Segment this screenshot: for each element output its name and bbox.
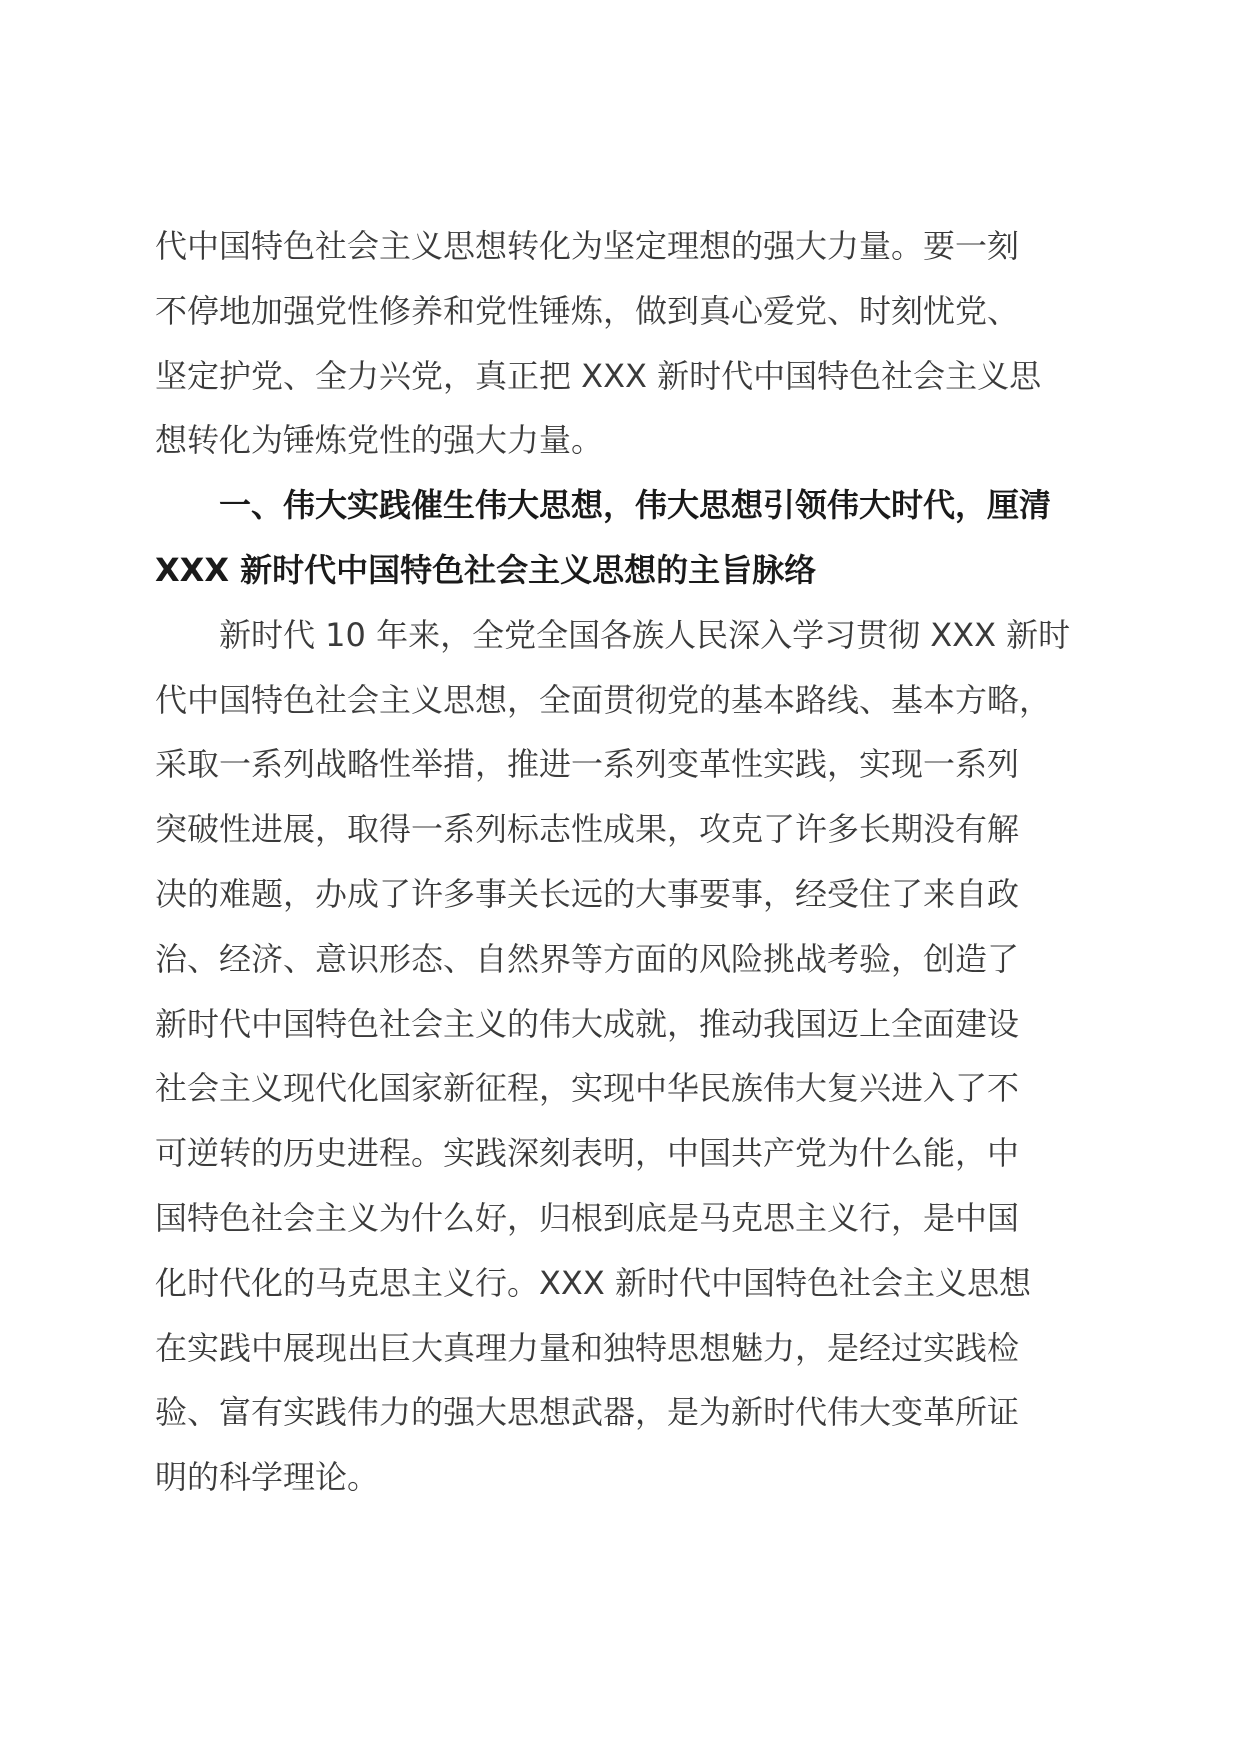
text-line: 不停地加强党性修养和党性锤炼，做到真心爱党、时刻忧党、 bbox=[155, 291, 1020, 330]
text-line: 新时代 10 年来，全党全国各族人民深入学习贯彻 XXX 新时 bbox=[155, 615, 1071, 654]
text-line: 国特色社会主义为什么好，归根到底是马克思主义行，是中国 bbox=[155, 1198, 1020, 1237]
text-line: 化时代化的马克思主义行。XXX 新时代中国特色社会主义思想 bbox=[155, 1263, 1031, 1302]
text-line: 决的难题，办成了许多事关长远的大事要事，经受住了来自政 bbox=[155, 874, 1020, 913]
heading-line: 一、伟大实践催生伟大思想，伟大思想引领伟大时代，厘清 bbox=[155, 486, 1052, 525]
section-heading bbox=[155, 473, 1090, 603]
document-content bbox=[155, 214, 1090, 1510]
paragraph-continued bbox=[155, 214, 1090, 473]
text-line: 代中国特色社会主义思想，全面贯彻党的基本路线、基本方略， bbox=[155, 680, 1052, 719]
text-line: 社会主义现代化国家新征程，实现中华民族伟大复兴进入了不 bbox=[155, 1069, 1020, 1108]
text-line: 可逆转的历史进程。实践深刻表明，中国共产党为什么能，中 bbox=[155, 1134, 1020, 1173]
text-line: 治、经济、意识形态、自然界等方面的风险挑战考验，创造了 bbox=[155, 939, 1020, 978]
text-line: 突破性进展，取得一系列标志性成果，攻克了许多长期没有解 bbox=[155, 810, 1020, 849]
paragraph-body bbox=[155, 603, 1090, 1510]
text-line: 代中国特色社会主义思想转化为坚定理想的强大力量。要一刻 bbox=[155, 227, 1020, 265]
heading-line: XXX 新时代中国特色社会主义思想的主旨脉络 bbox=[155, 550, 817, 589]
text-line: 想转化为锤炼党性的强大力量。 bbox=[155, 421, 604, 460]
text-line: 明的科学理论。 bbox=[155, 1458, 380, 1497]
text-line: 采取一系列战略性举措，推进一系列变革性实践，实现一系列 bbox=[155, 745, 1020, 784]
text-line: 验、富有实践伟力的强大思想武器，是为新时代伟大变革所证 bbox=[155, 1393, 1020, 1432]
text-line: 新时代中国特色社会主义的伟大成就，推动我国迈上全面建设 bbox=[155, 1004, 1020, 1043]
text-line: 坚定护党、全力兴党，真正把 XXX 新时代中国特色社会主义思 bbox=[155, 356, 1042, 395]
text-line: 在实践中展现出巨大真理力量和独特思想魅力，是经过实践检 bbox=[155, 1328, 1020, 1367]
